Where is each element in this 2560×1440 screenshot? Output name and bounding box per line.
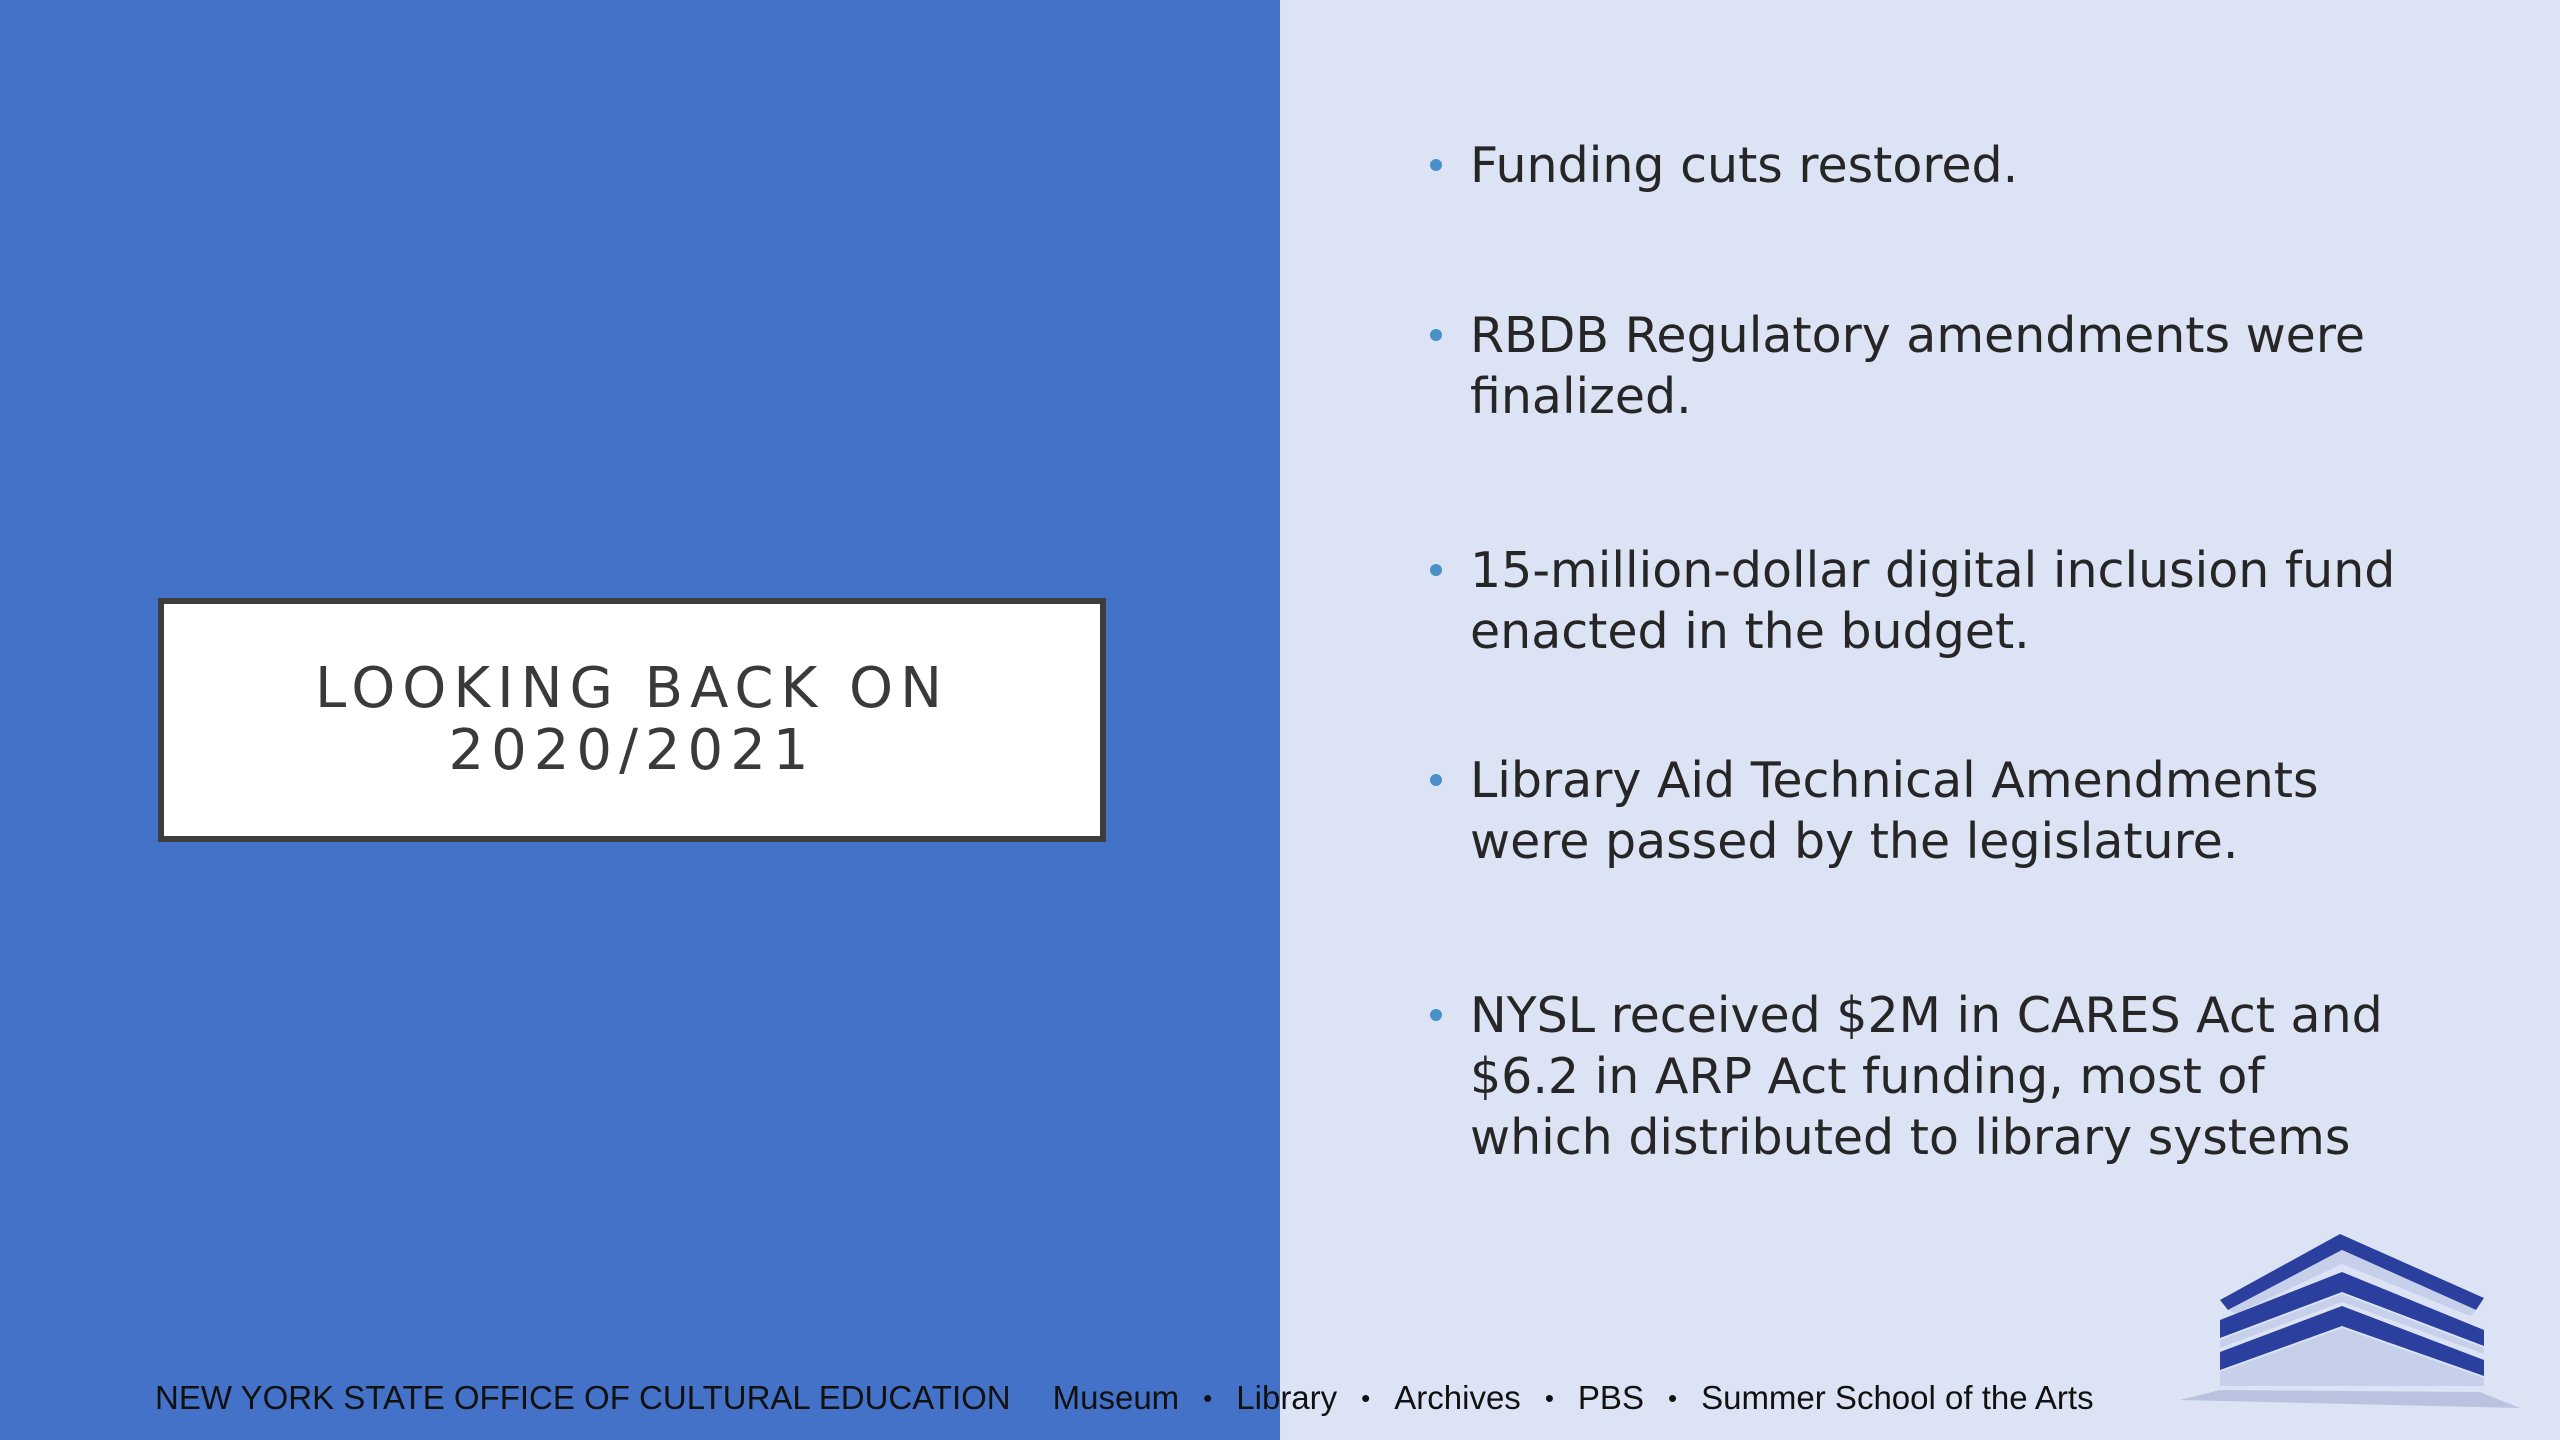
footer-link-museum[interactable]: Museum: [1052, 1379, 1180, 1416]
bullet-text: Funding cuts restored.: [1470, 137, 2019, 194]
bullet-icon: [1430, 329, 1442, 341]
bullet-icon: [1430, 159, 1442, 171]
slide-title-line-2: 2020/2021: [448, 718, 816, 783]
footer-link-summer-school[interactable]: Summer School of the Arts: [1701, 1379, 2094, 1416]
footer-separator: •: [1544, 1382, 1554, 1413]
bullet-item: [1430, 985, 2430, 1168]
bullet-icon: [1430, 564, 1442, 576]
bullet-text: 15-million-dollar digital inclusion fund enacted in the budget.: [1470, 542, 2396, 660]
footer-link-pbs[interactable]: PBS: [1577, 1379, 1644, 1416]
footer-separator: •: [1667, 1382, 1678, 1413]
bullet-icon: [1430, 1009, 1442, 1021]
bullet-item: [1430, 305, 2430, 427]
bullet-item: [1430, 540, 2430, 662]
footer-separator: •: [1203, 1382, 1213, 1413]
bullet-text: RBDB Regulatory amendments were finalized.: [1470, 307, 2366, 425]
bullet-icon: [1430, 774, 1442, 786]
bullet-item: [1430, 750, 2430, 872]
bullet-text: NYSL received $2M in CARES Act and $6.2 in ARP Act funding, most of which distributed to library systems: [1470, 987, 2383, 1166]
footer: [155, 1378, 2094, 1418]
footer-link-library[interactable]: Library: [1236, 1379, 1338, 1416]
bullet-text: Library Aid Technical Amendments were passed by the legislature.: [1470, 752, 2319, 870]
footer-org-name: NEW YORK STATE OFFICE OF CULTURAL EDUCATION: [155, 1379, 1011, 1416]
slide-title-line-1: LOOKING BACK ON: [314, 656, 950, 721]
footer-separator: •: [1361, 1382, 1371, 1413]
building-logo-icon: [2180, 1230, 2520, 1412]
footer-link-archives[interactable]: Archives: [1394, 1379, 1521, 1416]
bullet-item: [1430, 135, 2430, 196]
